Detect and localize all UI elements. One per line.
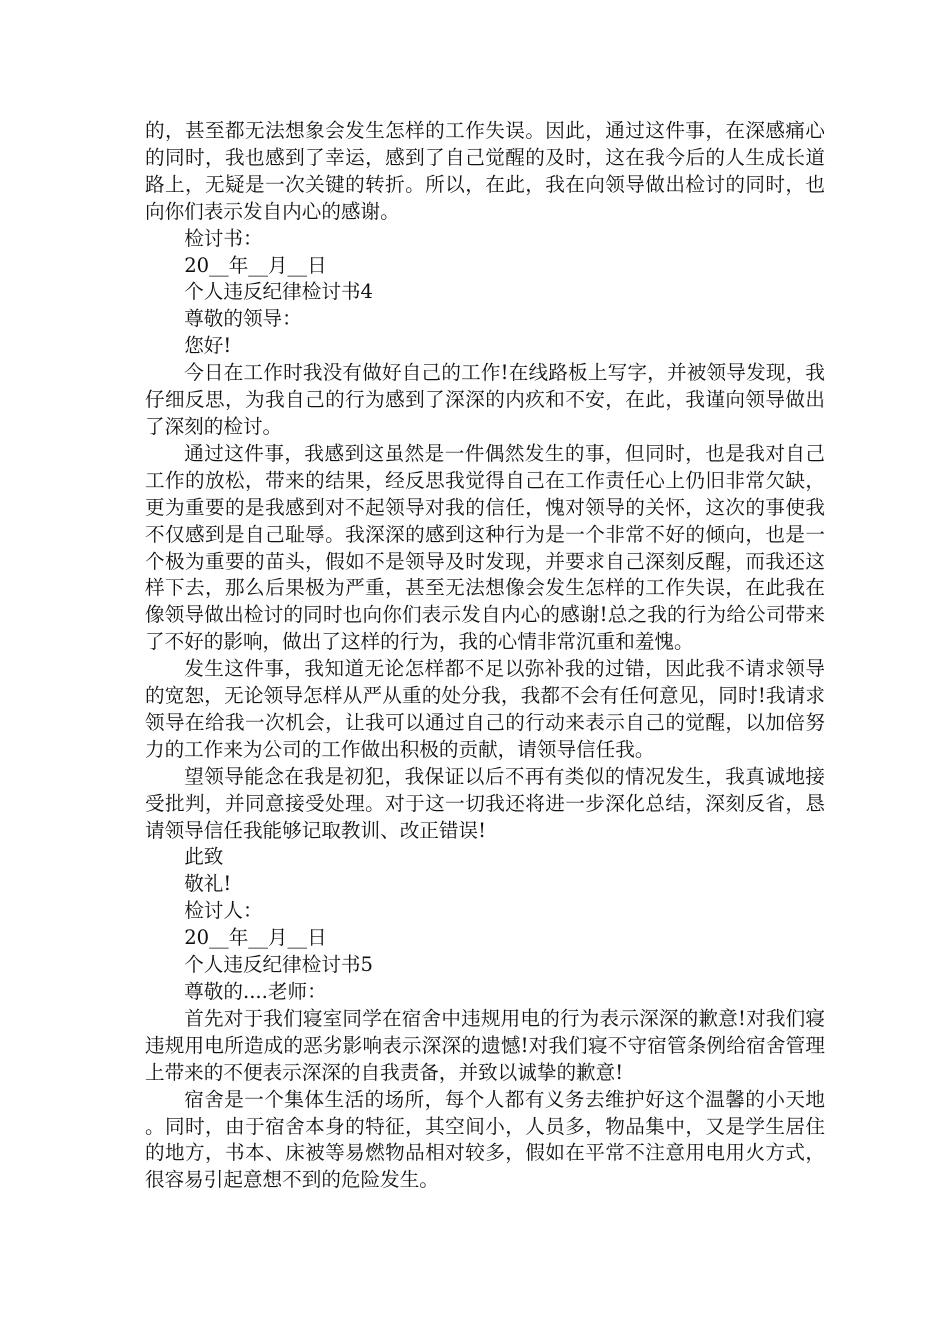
date-line: 20__年__月__日: [184, 926, 327, 950]
section-heading-4: 个人违反纪律检讨书4: [184, 280, 373, 304]
greeting: 您好!: [184, 334, 232, 358]
paragraph-1: 的，甚至都无法想象会发生怎样的工作失误。因此，通过这件事，在深感痛心的同时，我也感到了幸运，感到了自己觉醒的及时，这在我今后的人生成长道路上，无疑是一次关键的转折。所以，在此，我在向领导做出检讨的同时，也向你们表示发自内心的感谢。: [145, 119, 825, 223]
signature-label: 检讨人：: [184, 899, 263, 923]
paragraph-17: 首先对于我们寝室同学在宿舍中违规用电的行为表示深深的歉意!对我们寝违规用电所造成的恶劣影响表示深深的遗憾!对我们寝不守宿管条例给宿舍管理上带来的不便表示深深的自我责备，并致以诚挚的歉意!: [145, 1006, 825, 1084]
paragraph-3: 20__年__月__日: [184, 253, 327, 277]
closing-1: 此致: [184, 845, 224, 869]
salutation-2: 尊敬的....老师：: [184, 980, 327, 1003]
paragraph-9: 发生这件事，我知道无论怎样都不足以弥补我的过错，因此我不请求领导的宽恕，无论领导怎样从严从重的处分我，我都不会有任何意见，同时!我请求领导在给我一次机会，让我可以通过自己的行动来表示自己的觉醒，以加倍努力的工作来为公司的工作做出积极的贡献，请领导信任我。: [145, 657, 825, 761]
section-heading-5: 个人违反纪律检讨书5: [184, 953, 373, 977]
paragraph-7: 今日在工作时我没有做好自己的工作!在线路板上写字，并被领导发现，我仔细反思，为我自己的行为感到了深深的内疚和不安，在此，我谨向领导做出了深刻的检讨。: [145, 361, 825, 438]
paragraph-10: 望领导能念在我是初犯，我保证以后不再有类似的情况发生，我真诚地接受批判，并同意接受处理。对于这一切我还将进一步深化总结，深刻反省，恳请领导信任我能够记取教训、改正错误!: [145, 764, 825, 842]
document-page: [145, 118, 825, 1194]
paragraph-18: 宿舍是一个集体生活的场所，每个人都有义务去维护好这个温馨的小天地。同时，由于宿舍本身的特征，其空间小，人员多，物品集中，又是学生居住的地方，书本、床被等易燃物品相对较多，假如在平常不注意用电用火方式，很容易引起意想不到的危险发生。: [145, 1087, 825, 1192]
paragraph-8: 通过这件事，我感到这虽然是一件偶然发生的事，但同时，也是我对自己工作的放松，带来的结果，经反思我觉得自己在工作责任心上仍旧非常欠缺，更为重要的是我感到对不起领导对我的信任，愧对领导的关怀，这次的事使我不仅感到是自己耻辱。我深深的感到这种行为是一个非常不好的倾向，也是一个极为重要的苗头，假如不是领导及时发现，并要求自己深刻反醒，而我还这样下去，那么后果极为严重，甚至无法想像会发生怎样的工作失误，在此我在像领导做出检讨的同时也向你们表示发自内心的感谢!总之我的行为给公司带来了不好的影响，做出了这样的行为，我的心情非常沉重和羞愧。: [145, 441, 825, 654]
closing-2: 敬礼!: [184, 872, 232, 896]
salutation: 尊敬的领导：: [184, 307, 302, 331]
paragraph-2: 检讨书：: [184, 226, 263, 250]
